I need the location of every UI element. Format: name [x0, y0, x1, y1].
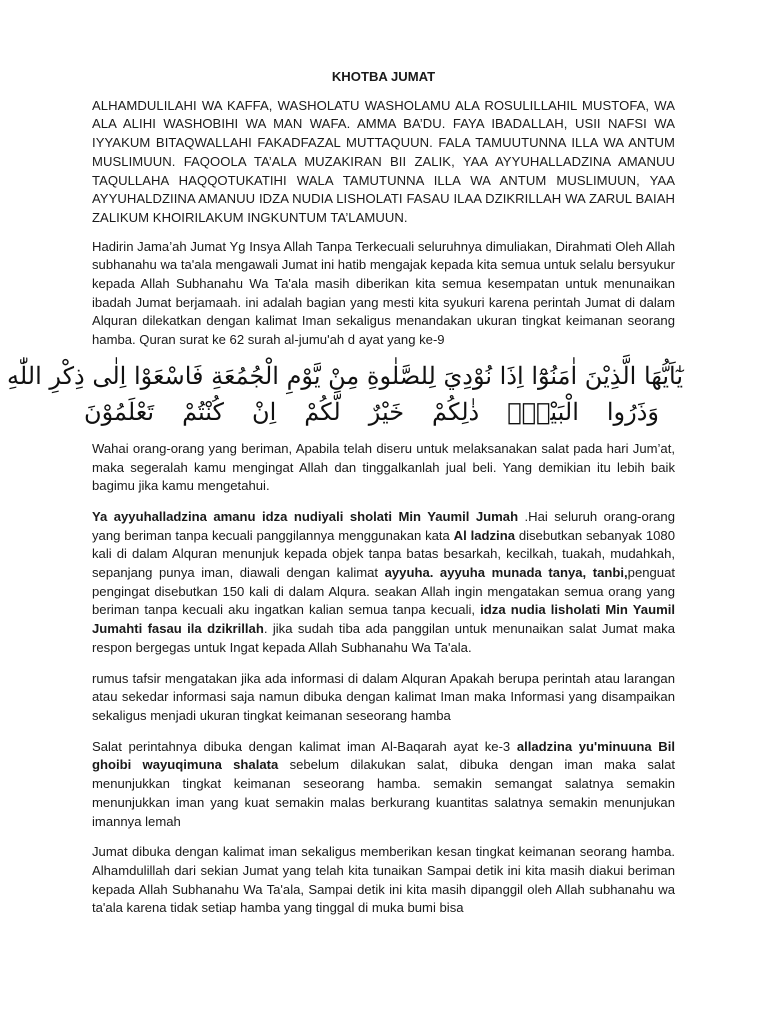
paragraph-tafsir-rule: rumus tafsir mengatakan jika ada informasi di dalam Alquran Apakah berupa perintah atau larangan atau sekedar informasi saja namun dibuka dengan kalimat Iman maka Informasi yang disampaikan sekaligus menjadi ukuran tingkat keimanan seseorang hamba: [92, 670, 675, 723]
bold-phrase: alladzina yu'minuuna Bil ghoibi wayuqimuna shalata: [92, 738, 675, 773]
document-title: KHOTBA JUMAT: [331, 69, 436, 84]
paragraph-explanation: [92, 508, 675, 658]
text-run: sebelum dilakukan salat, dibuka dengan iman maka salat menunjukkan tingkat keimanan seseorang hamba. semakin semangat salatnya semakin menunjukkan iman yang kuat semakin malas berkurang kuantitas salatnya semakin menunjukan imannya lemah: [92, 757, 676, 829]
paragraph-jumat-iman: Jumat dibuka dengan kalimat iman sekaligus memberikan kesan tingkat keimanan seorang hamba. Alhamdulillah dari sekian Jumat yang telah kita tunaikan Sampai detik ini kita masih diakui beriman kepada Allah Subhanahu Wa Ta'ala, Sampai detik ini kita masih dipanggil oleh Allah subhanahu wa ta'ala karena tidak setiap hamba yang tinggal di muka bumi bisa: [92, 844, 675, 916]
bold-phrase: idza nudia lisholati Min Yaumil Jumahti fasau ila dzikrillah: [92, 602, 675, 637]
text-run: Salat perintahnya dibuka dengan kalimat iman Al-Baqarah ayat ke-3: [92, 738, 517, 754]
text-run: disebutkan sebanyak 1080 kali di dalam Alquran menunjuk kepada objek tanpa batas besarkah, kecilkah, tuakah, mudahkah, sepanjang punya iman, diawali dengan kalimat: [92, 527, 675, 581]
text-run: . jika sudah tiba ada panggilan untuk menunaikan salat Jumat maka respon bergegas untuk Ingat kepada Allah Subhanahu Wa Ta'ala.: [92, 621, 675, 655]
bold-phrase: Al ladzina: [453, 527, 515, 543]
paragraph-translation: Wahai orang-orang yang beriman, Apabila telah diseru untuk melaksanakan salat pada hari Jum’at, maka segeralah kamu mengingat Allah dan tinggalkanlah jual beli. Yang demikian itu lebih baik bagimu jika kamu mengetahui.: [92, 440, 675, 494]
paragraph-salat: [92, 738, 675, 832]
bold-phrase: ayyuha. ayyuha munada tanya, tanbi,: [384, 565, 628, 581]
bold-phrase: Ya ayyuhalladzina amanu idza nudiyali sholati Min Yaumil Jumah: [92, 508, 519, 524]
text-run: .Hai seluruh orang-orang yang beriman tanpa kecuali panggilannya menggunakan kata: [92, 508, 675, 543]
opening-paragraph: ALHAMDULILAHI WA KAFFA, WASHOLATU WASHOLAMU ALA ROSULILLAHIL MUSTOFA, WA ALA ALIHI WASHOBIHI WA MAN WAFA. AMMA BA’DU. FAYA IBADALLAH, USII NAFSI WA IYYAKUM BITAQWALLAHI FAKADFAZAL MUTTAQUUN. FALA TAMUUTUNNA ILLA WA ANTUM MUSLIMUUN. FAQOOLA TA’ALA MUZAKIRAN BII ZALIK, YAA AYYUHALLADZINA AMANUU TAQULLAHA HAQQOTUKATIHI WALA TAMUTUNNA ILLA WA ANTUM MUSLIMUUN, YAA AYYUHALDZIINA AMANUU IDZA NUDIA LISHOLATI FASAU ILAA DZIKRILLAH WA ZARUL BAIAH ZALIKUM KHOIRILAKUM INGKUNTUM TA’LAMUUN.: [92, 97, 675, 225]
text-run: penguat pengingat disebutkan 150 kali di dalam Alqura. seakan Allah ingin mengatakan semua orang yang beriman tanpa kecuali aku ingatkan kalian semua tanpa kecuali,: [92, 565, 675, 618]
arabic-line-1: يٰٓاَيُّهَا الَّذِيْنَ اٰمَنُوْٓا اِذَا نُوْدِيَ لِلصَّلٰوةِ مِنْ يَّوْمِ الْجُمُعَةِ فَاسْعَوْا اِلٰى ذِكْرِ اللّٰهِ: [6, 361, 683, 390]
quran-verse-arabic: [6, 358, 683, 430]
arabic-line-2: وَذَرُوا الْبَيْعَۗ ذٰلِكُمْ خَيْرٌ لَّكُمْ اِنْ كُنْتُمْ تَعْلَمُوْنَ: [84, 397, 659, 426]
paragraph-greeting: Hadirin Jama’ah Jumat Yg Insya Allah Tanpa Terkecuali seluruhnya dimuliakan, Dirahmati Oleh Allah subhanahu wa ta'ala mengawali Jumat ini hatib mengajak kepada kita semua untuk selalu bersyukur kepada Allah Subhanahu Wa Ta'ala masih diberikan kita semua kesempatan untuk menunaikan ibadah Jumat berjamaah. ini adalah bagian yang mesti kita syukuri karena perintah Jumat di dalam Alquran dilekatkan dengan kalimat Iman sekaligus menandakan ukuran tingkat keimanan seorang hamba. Quran surat ke 62 surah al-jumu'ah d ayat yang ke-9: [92, 238, 675, 348]
